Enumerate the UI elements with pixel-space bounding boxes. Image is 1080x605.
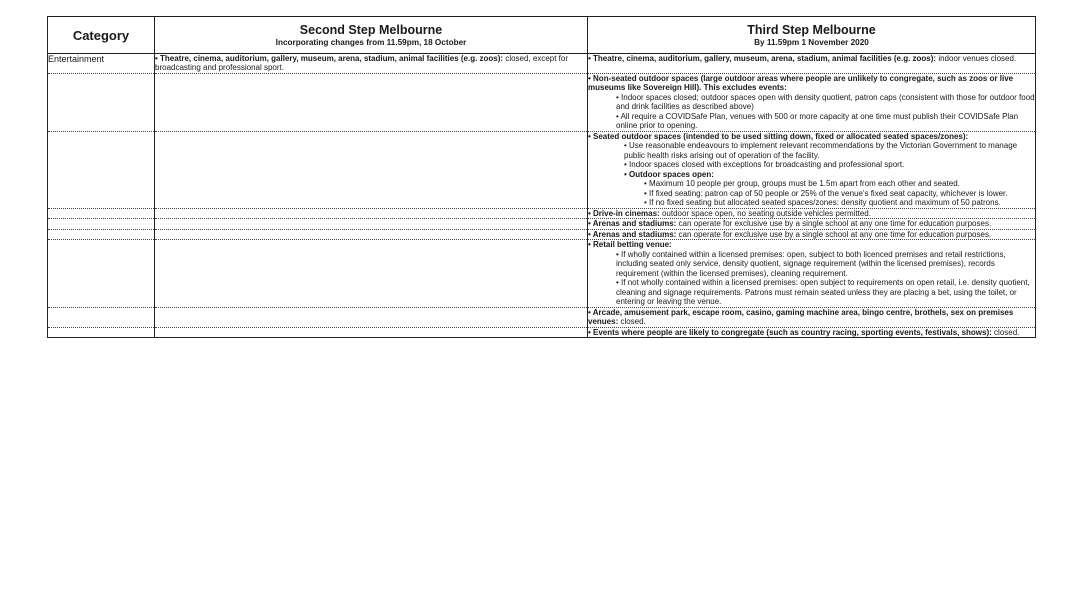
rule-sub-bullet: • If no fixed seating but allocated seated spaces/zones: density quotient and maximum of 50 patrons.	[644, 198, 1001, 208]
category-cell	[48, 240, 155, 308]
rule-entry	[155, 54, 587, 73]
table-row	[48, 131, 1036, 208]
second-step-title: Second Step Melbourne	[299, 22, 443, 37]
rule-heading: • Arenas and stadiums:	[588, 229, 677, 239]
rule-text: closed.	[991, 327, 1020, 337]
restrictions-table	[47, 16, 1036, 338]
rule-bullet: • Indoor spaces closed with exceptions for broadcasting and professional sport.	[624, 160, 905, 170]
rule-entry	[588, 328, 1035, 338]
third-step-header	[588, 17, 1036, 54]
rule-text: closed.	[618, 317, 646, 327]
rule-entry	[588, 219, 1035, 229]
rule-heading: • Events where people are likely to congregate (such as country racing, sporting events, festivals, shows):	[588, 327, 992, 337]
third-step-cell	[588, 219, 1036, 230]
rule-heading: • Arenas and stadiums:	[588, 219, 677, 229]
table-row	[48, 229, 1036, 240]
third-step-cell	[588, 229, 1036, 240]
rule-bullet: • All require a COVIDSafe Plan, venues with 500 or more capacity at one time must publish their COVIDSafe Plan online prior to opening.	[616, 111, 1019, 131]
third-step-title: Third Step Melbourne	[747, 22, 876, 37]
rule-entry	[588, 308, 1035, 327]
category-cell	[48, 131, 155, 208]
rule-text: outdoor space open, no seating outside vehicles permitted.	[659, 208, 871, 218]
rule-heading: • Seated outdoor spaces (intended to be used sitting down, fixed or allocated seated spaces/zones):	[588, 131, 969, 141]
table-row	[48, 208, 1036, 219]
third-step-cell	[588, 54, 1036, 74]
category-cell	[48, 307, 155, 327]
rule-entry	[588, 54, 1035, 64]
third-step-cell	[588, 208, 1036, 219]
table-row	[48, 73, 1036, 131]
rule-sub-bullet: • If fixed seating: patron cap of 50 people or 25% of the venue's fixed seat capacity, whichever is lower.	[644, 188, 1008, 198]
second-step-cell	[155, 208, 588, 219]
third-step-cell	[588, 327, 1036, 338]
rule-entry	[588, 209, 1035, 219]
table-row	[48, 327, 1036, 338]
rule-bullet: • If wholly contained within a licensed premises: open, subject to both licenced premises and retail restrictions, including seated only service, density quotient, signage requirement (within the licensed premises), records requirement (within the licensed premises), cleaning requirement.	[616, 249, 1006, 278]
table-row	[48, 54, 1036, 74]
rule-bullet: • Outdoor spaces open:	[624, 169, 714, 179]
rule-entry	[588, 230, 1035, 240]
second-step-cell	[155, 219, 588, 230]
rule-bullet: • Indoor spaces closed; outdoor spaces open with density quotient, patron caps (consistent with those for outdoor food and drink facilities as described above)	[616, 92, 1035, 112]
category-cell	[48, 229, 155, 240]
rule-heading: • Non-seated outdoor spaces (large outdoor areas where people are unlikely to congregate, such as zoos or live museums like Sovereign Hill). This excludes events:	[588, 73, 1014, 93]
category-cell	[48, 208, 155, 219]
rule-text: closed, except for broadcasting and professional sport.	[155, 54, 569, 73]
third-step-cell	[588, 73, 1036, 131]
third-step-cell	[588, 131, 1036, 208]
category-header: Category	[48, 17, 155, 54]
second-step-subtitle: Incorporating changes from 11.59pm, 18 October	[275, 37, 467, 47]
header-row	[48, 17, 1036, 54]
rule-heading: • Arcade, amusement park, escape room, casino, gaming machine area, bingo centre, brothels, sex on premises venues:	[588, 307, 1014, 327]
category-cell	[48, 73, 155, 131]
rule-text: can operate for exclusive use by a single school at any one time for education purposes.	[676, 219, 992, 229]
third-step-cell	[588, 307, 1036, 327]
second-step-cell	[155, 229, 588, 240]
second-step-cell	[155, 73, 588, 131]
rule-text: can operate for exclusive use by a single school at any one time for education purposes.	[676, 229, 992, 239]
rule-heading: • Theatre, cinema, auditorium, gallery, museum, arena, stadium, animal facilities (e.g. zoos):	[588, 54, 937, 63]
second-step-header	[155, 17, 588, 54]
rule-heading: • Retail betting venue:	[588, 240, 672, 250]
second-step-cell	[155, 131, 588, 208]
rule-sub-bullet: • Maximum 10 people per group, groups must be 1.5m apart from each other and seated.	[644, 179, 960, 189]
table-row	[48, 307, 1036, 327]
rule-heading: • Drive-in cinemas:	[588, 208, 660, 218]
table-row	[48, 240, 1036, 308]
third-step-subtitle: By 11.59pm 1 November 2020	[754, 37, 869, 47]
rule-text: indoor venues closed.	[936, 54, 1017, 63]
rule-bullet: • Use reasonable endeavours to implement relevant recommendations by the Victorian Government to manage public health risks arising out of operation of the facility.	[624, 141, 1018, 160]
third-step-cell	[588, 240, 1036, 308]
category-cell: Entertainment	[48, 54, 155, 74]
category-cell	[48, 219, 155, 230]
table-row	[48, 219, 1036, 230]
rule-heading: • Theatre, cinema, auditorium, gallery, museum, arena, stadium, animal facilities (e.g. zoos):	[155, 54, 504, 63]
second-step-cell	[155, 240, 588, 308]
second-step-cell	[155, 54, 588, 74]
rule-bullet: • If not wholly contained within a licensed premises: open subject to requirements on open retail, i.e. density quotient, cleaning and signage requirements. Patrons must remain seated unless they are placing a bet, using the toilet, or entering or leaving the venue.	[616, 278, 1030, 307]
second-step-cell	[155, 327, 588, 338]
category-cell	[48, 327, 155, 338]
second-step-cell	[155, 307, 588, 327]
